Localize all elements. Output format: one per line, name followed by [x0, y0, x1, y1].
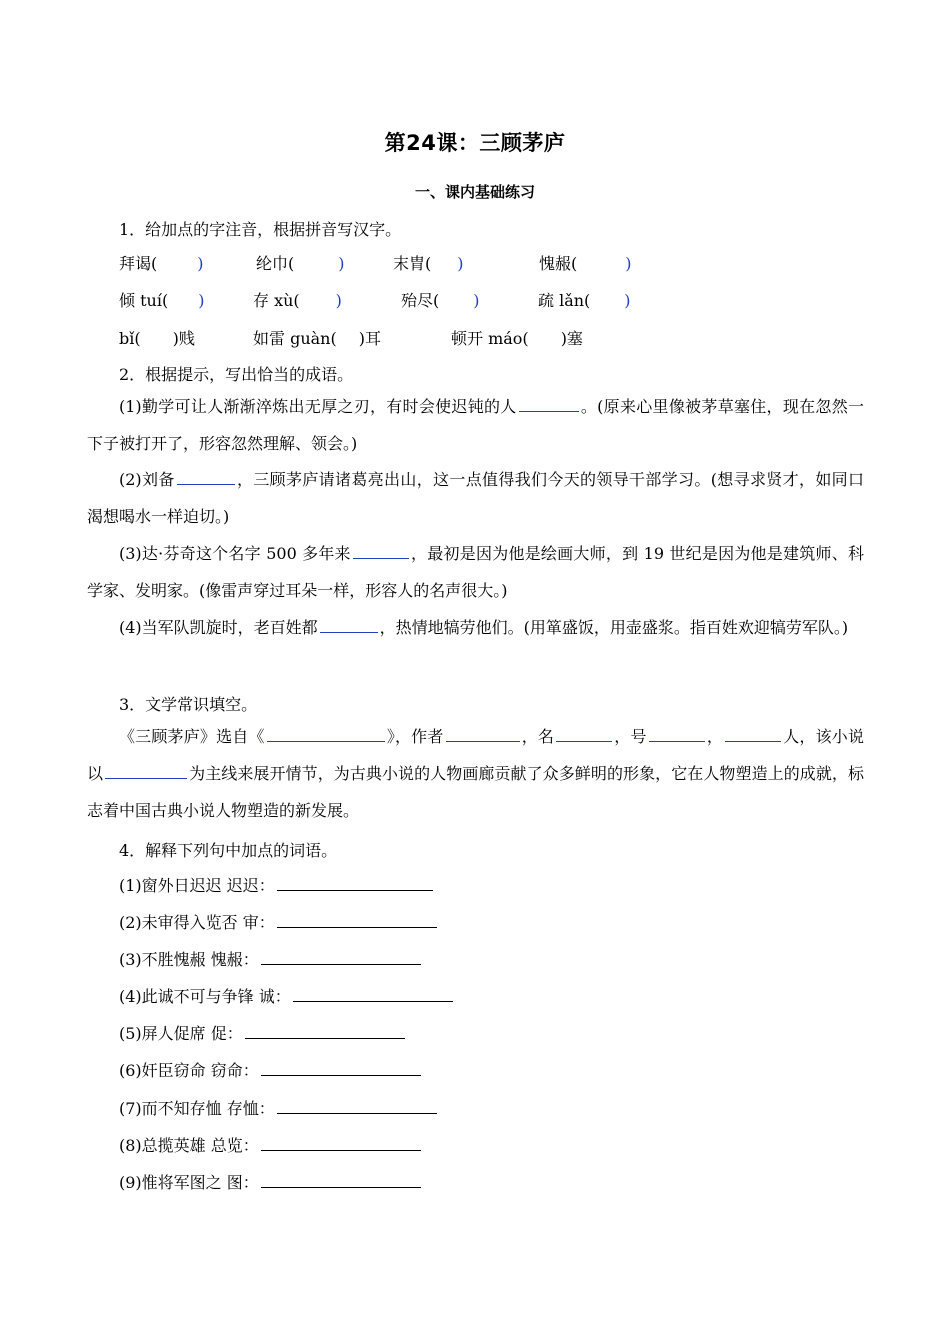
q1-item-kuinan: 愧赧( ) [539, 254, 632, 273]
q2-item-4: (4)当军队凯旋时，老百姓都 ，热情地犒劳他们。(用箪盛饭，用壶盛浆。指百姓欢迎犒劳军队。) [87, 609, 864, 646]
q3-paragraph: 《三顾茅庐》选自《 》，作者 ，名 ，号 ， 人，该小说以 为主线来展开情节，为古典小说的人物画廊贡献了众多鲜明的形象，它在人物塑造上的成就，标志着中国古典小说人物塑造的新发展。 [87, 718, 864, 829]
q4-item-1: (1)窗外日迟迟 迟迟： [119, 873, 435, 896]
q1-item-bi: bǐ( )贱 [119, 329, 195, 348]
answer-blank[interactable] [261, 947, 421, 965]
q1-item-baiye: 拜谒( ) [119, 254, 204, 273]
q1-item-mozhou: 末胄( ) [393, 254, 464, 273]
answer-blank[interactable] [320, 615, 378, 633]
q1-item-daijin: 殆尽( ) [401, 291, 480, 310]
q4-item-9: (9)惟将军图之 图： [119, 1170, 423, 1193]
answer-blank[interactable] [277, 910, 437, 928]
answer-blank-hometown[interactable] [725, 724, 781, 742]
q2-item-2: (2)刘备 ，三顾茅庐请诸葛亮出山，这一点值得我们今天的领导干部学习。(想寻求贤才，如同口渴想喝水一样迫切。) [87, 461, 864, 535]
q1-item-tui: 倾 tuí( ) [119, 291, 205, 310]
q1-item-lan: 疏 lǎn( ) [538, 291, 631, 310]
q4-item-4: (4)此诚不可与争锋 诚： [119, 984, 455, 1007]
section-heading: 一、课内基础练习 [414, 183, 535, 201]
q1-item-mao: 顿开 máo( )塞 [451, 329, 583, 348]
q2-prompt: 2．根据提示，写出恰当的成语。 [119, 365, 354, 384]
q4-item-7: (7)而不知存恤 存恤： [119, 1096, 439, 1119]
answer-blank-source[interactable] [267, 724, 385, 742]
answer-blank[interactable] [261, 1133, 421, 1151]
answer-blank[interactable] [245, 1021, 405, 1039]
q1-prompt: 1．给加点的字注音，根据拼音写汉字。 [119, 220, 402, 239]
q4-item-8: (8)总揽英雄 总览： [119, 1133, 423, 1156]
q4-item-3: (3)不胜愧赧 愧赧： [119, 947, 423, 970]
q4-item-6: (6)奸臣窃命 窃命： [119, 1058, 423, 1081]
answer-blank[interactable] [277, 873, 433, 891]
q1-item-xu: 存 xù( ) [253, 291, 342, 310]
q2-item-1: (1)勤学可让人渐渐淬炼出无厚之刃，有时会使迟钝的人 。(原来心里像被茅草塞住，现在忽然一下子被打开了，形容忽然理解、领会。) [87, 388, 864, 462]
answer-blank[interactable] [261, 1058, 421, 1076]
answer-blank-author[interactable] [446, 724, 520, 742]
q2-item-3: (3)达·芬奇这个名字 500 多年来 ，最初是因为他是绘画大师，到 19 世纪是因为他是建筑师、科学家、发明家。(像雷声穿过耳朵一样，形容人的名声很大。) [87, 535, 864, 609]
q4-item-2: (2)未审得入览否 审： [119, 910, 439, 933]
q1-item-guan: 如雷 guàn( )耳 [253, 329, 381, 348]
q4-prompt: 4．解释下列句中加点的词语。 [119, 841, 338, 860]
answer-blank-hao[interactable] [649, 724, 705, 742]
q3-prompt: 3．文学常识填空。 [119, 695, 258, 714]
answer-blank[interactable] [177, 467, 235, 485]
page-title: 第24课：三顾茅庐 [384, 131, 566, 155]
q4-item-5: (5)屏人促席 促： [119, 1021, 407, 1044]
answer-blank[interactable] [261, 1170, 421, 1188]
answer-blank[interactable] [519, 394, 579, 412]
answer-blank[interactable] [293, 984, 453, 1002]
q1-item-guanjin: 纶巾( ) [256, 254, 345, 273]
answer-blank[interactable] [353, 541, 409, 559]
answer-blank-mainline[interactable] [105, 761, 187, 779]
answer-blank[interactable] [277, 1096, 437, 1114]
answer-blank-name[interactable] [556, 724, 612, 742]
